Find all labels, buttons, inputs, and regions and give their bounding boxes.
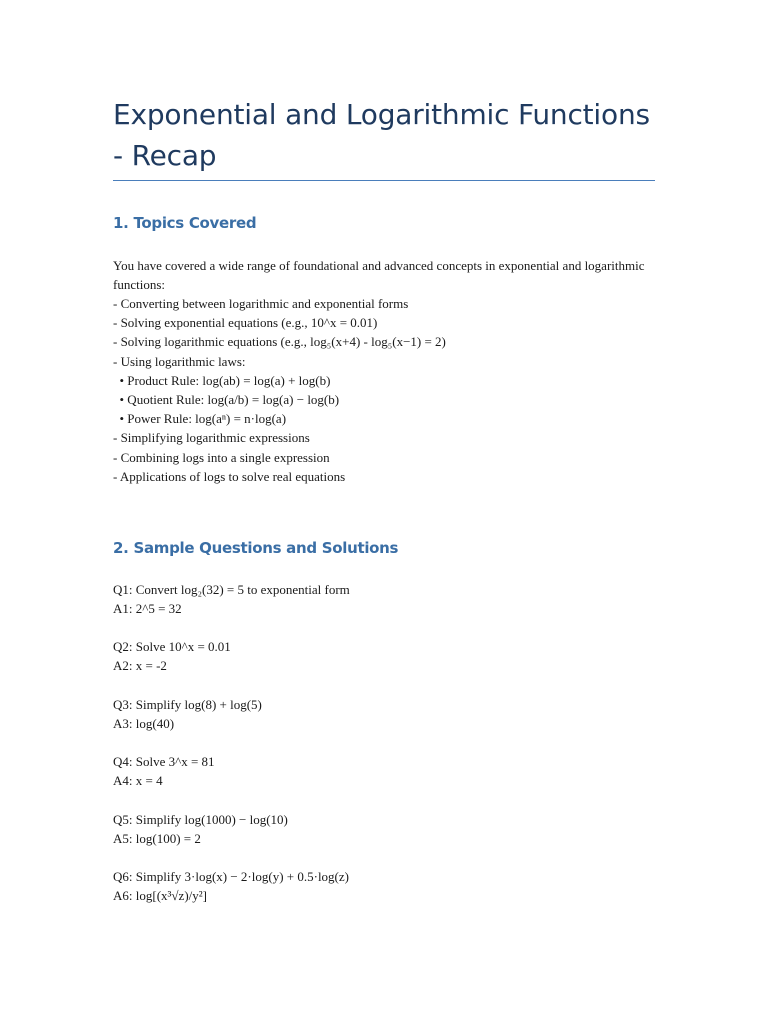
answer-text: A1: 2^5 = 32 bbox=[113, 601, 182, 616]
topic-item: - Converting between logarithmic and exponential forms bbox=[113, 296, 409, 311]
qa-item bbox=[113, 810, 350, 867]
answer-text: A4: x = 4 bbox=[113, 773, 163, 789]
answer-text: A6: log[(x³√z)/y²] bbox=[113, 887, 207, 903]
topic-item: - Applications of logs to solve real equations bbox=[113, 468, 346, 484]
question-text: Q1: Convert log₂(32) = 5 to exponential form bbox=[113, 582, 350, 597]
answer-text: A2: x = -2 bbox=[113, 658, 167, 674]
document-title: Exponential and Logarithmic Functions - Recap bbox=[113, 98, 650, 172]
question-text: Q4: Solve 3^x = 81 bbox=[113, 754, 215, 770]
topic-item: - Solving logarithmic equations (e.g., log₅(x+4) - log₅(x−1) = 2) bbox=[113, 334, 446, 350]
qa-item bbox=[113, 637, 350, 694]
title-underline-rule bbox=[113, 180, 655, 181]
topic-item: - Using logarithmic laws: bbox=[113, 353, 246, 369]
topic-subitem: • Power Rule: log(aⁿ) = n·log(a) bbox=[113, 411, 287, 427]
topics-intro-paragraph: You have covered a wide range of foundational and advanced concepts in exponential and logarithmic functions: bbox=[113, 258, 645, 292]
qa-list bbox=[113, 580, 350, 924]
qa-item bbox=[113, 752, 350, 809]
answer-text: A3: log(40) bbox=[113, 715, 175, 731]
qa-item bbox=[113, 695, 350, 752]
question-text: Q2: Solve 10^x = 0.01 bbox=[113, 639, 231, 655]
question-text: Q3: Simplify log(8) + log(5) bbox=[113, 696, 262, 712]
question-text: Q6: Simplify 3·log(x) − 2·log(y) + 0.5·log(z) bbox=[113, 868, 349, 884]
topic-item: - Simplifying logarithmic expressions bbox=[113, 430, 310, 446]
section-heading-samples: 2. Sample Questions and Solutions bbox=[113, 539, 399, 557]
answer-text: A5: log(100) = 2 bbox=[113, 830, 201, 846]
qa-item bbox=[113, 867, 350, 924]
topic-item: - Solving exponential equations (e.g., 10^x = 0.01) bbox=[113, 315, 378, 331]
section-heading-topics: 1. Topics Covered bbox=[113, 214, 257, 232]
topic-item: - Combining logs into a single expression bbox=[113, 449, 330, 465]
topics-list bbox=[113, 294, 446, 486]
question-text: Q5: Simplify log(1000) − log(10) bbox=[113, 811, 288, 827]
qa-item bbox=[113, 580, 350, 637]
topic-subitem: • Product Rule: log(ab) = log(a) + log(b) bbox=[113, 372, 331, 388]
topic-subitem: • Quotient Rule: log(a/b) = log(a) − log(b) bbox=[113, 391, 340, 407]
